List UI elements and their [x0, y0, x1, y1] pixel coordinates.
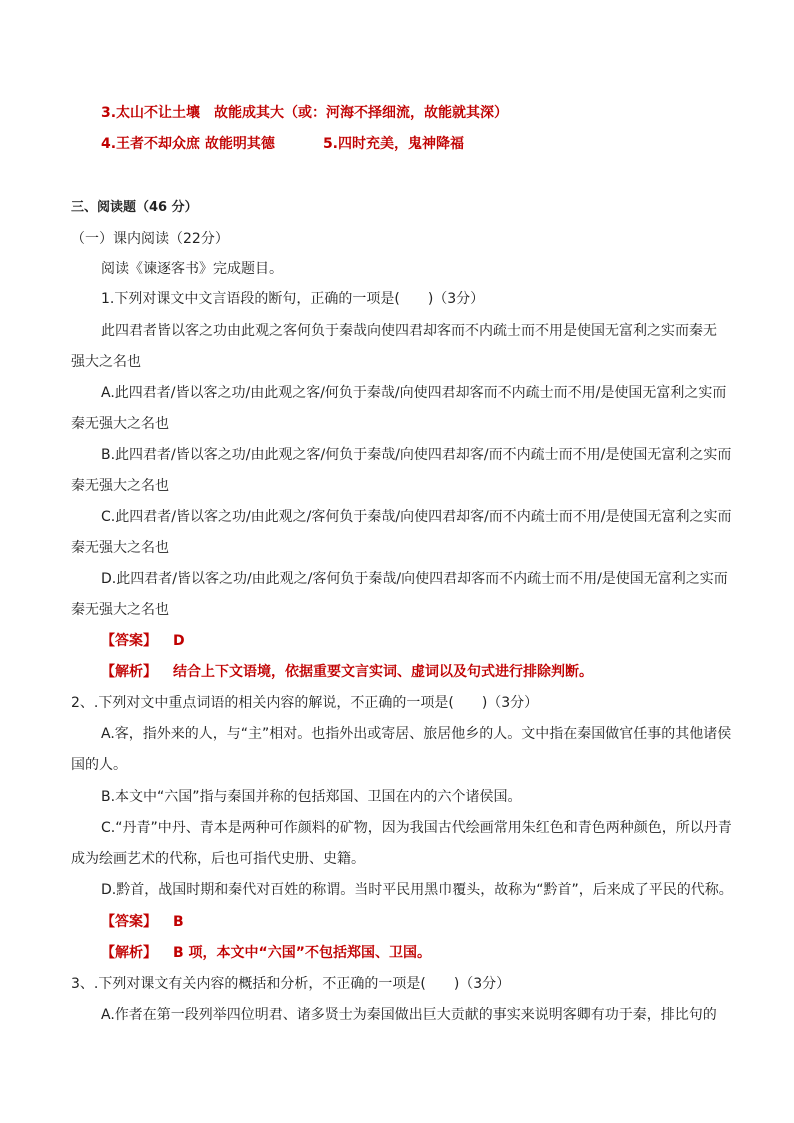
q1-option-a-line2: 秦无强大之名也 — [71, 416, 169, 432]
answer-line-4-5 — [101, 134, 761, 154]
q2-option-c-line1: C.“丹青”中丹、青本是两种可作颜料的矿物，因为我国古代绘画常用朱红色和青色两种颜色，所以丹青 — [101, 820, 732, 836]
q1-option-b-line2: 秦无强大之名也 — [71, 478, 169, 494]
q2-option-b: B.本文中“六国”指与秦国并称的包括郑国、卫国在内的六个诸侯国。 — [101, 789, 522, 805]
q2-option-a-line1: A.客，指外来的人，与“主”相对。也指外出或寄居、旅居他乡的人。文中指在秦国做官任事的其他诸侯 — [101, 726, 732, 742]
answer-label: 【答案】 — [101, 633, 157, 649]
q2-analysis — [101, 943, 761, 963]
answer-value: D — [173, 633, 185, 649]
q1-option-b-line1: B.此四君者/皆以客之功/由此观之客/何负于秦哉/向使四君却客/而不内疏士而不用/是使国无富利之实而 — [101, 447, 732, 463]
q3-stem: 3、.下列对课文有关内容的概括和分析，不正确的一项是( )（3分） — [71, 976, 511, 992]
q1-answer — [101, 631, 761, 651]
q1-analysis — [101, 662, 761, 682]
q2-option-c-line2: 成为绘画艺术的代称，后也可指代史册、史籍。 — [71, 851, 365, 867]
q1-option-c-line2: 秦无强大之名也 — [71, 540, 169, 556]
answer-label: 【答案】 — [101, 914, 157, 930]
q1-option-d-line1: D.此四君者/皆以客之功/由此观之/客何负于秦哉/向使四君却客而不内疏士而不用/是使国无富利之实而 — [101, 571, 728, 587]
q2-answer — [101, 912, 761, 932]
q2-option-a-line2: 国的人。 — [71, 757, 127, 773]
answer-line-4: 4.王者不却众庶 故能明其德 — [101, 136, 275, 152]
q1-option-d-line2: 秦无强大之名也 — [71, 602, 169, 618]
q1-passage-line1: 此四君者皆以客之功由此观之客何负于秦哉向使四君却客而不内疏士而不用是使国无富利之实而秦无 — [101, 323, 717, 339]
analysis-text: B 项，本文中“六国”不包括郑国、卫国。 — [173, 945, 431, 961]
subsection-title: （一）课内阅读（22分） — [71, 231, 229, 247]
q1-passage-line2: 强大之名也 — [71, 354, 141, 370]
section-intro: 阅读《谏逐客书》完成题目。 — [101, 261, 283, 277]
q2-option-d: D.黔首，战国时期和秦代对百姓的称谓。当时平民用黑巾覆头，故称为“黔首”，后来成了平民的代称。 — [101, 882, 733, 898]
q2-stem: 2、.下列对文中重点词语的相关内容的解说，不正确的一项是( )（3分） — [71, 695, 539, 711]
answer-value: B — [173, 914, 184, 930]
q1-stem: 1.下列对课文中文言语段的断句，正确的一项是( )（3分） — [101, 291, 485, 307]
analysis-label: 【解析】 — [101, 945, 157, 961]
answer-line-3: 3.太山不让土壤 故能成其大（或：河海不择细流，故能就其深） — [101, 105, 509, 121]
q1-option-c-line1: C.此四君者/皆以客之功/由此观之/客何负于秦哉/向使四君却客/而不内疏士而不用/是使国无富利之实而 — [101, 509, 732, 525]
analysis-text: 结合上下文语境，依据重要文言实词、虚词以及句式进行排除判断。 — [173, 664, 593, 680]
answer-line-5: 5.四时充美，鬼神降福 — [322, 136, 464, 152]
q3-option-a-line1: A.作者在第一段列举四位明君、诸多贤士为秦国做出巨大贡献的事实来说明客卿有功于秦，排比句的 — [101, 1007, 717, 1023]
section-title: 三、阅读题（46 分） — [71, 200, 198, 215]
q1-option-a-line1: A.此四君者/皆以客之功/由此观之客/何负于秦哉/向使四君却客而不内疏士而不用/是使国无富利之实而 — [101, 385, 727, 401]
analysis-label: 【解析】 — [101, 664, 157, 680]
